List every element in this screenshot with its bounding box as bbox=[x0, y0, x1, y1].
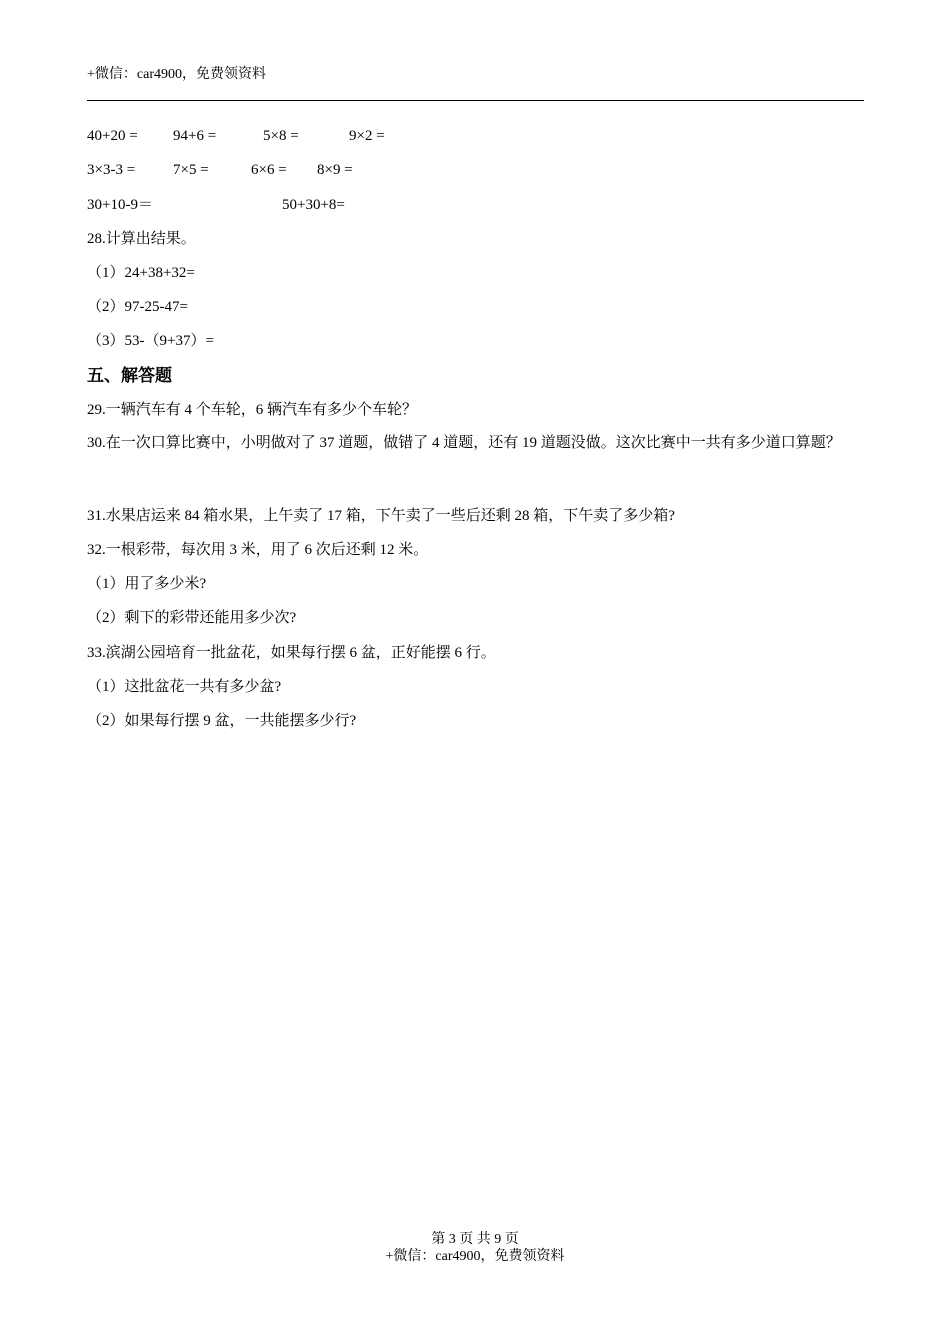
question-31: 31.水果店运来 84 箱水果，上午卖了 17 箱，下午卖了一些后还剩 28 箱，下午卖了多少箱? bbox=[87, 508, 675, 524]
header-watermark: +微信：car4900，免费领资料 bbox=[87, 67, 266, 82]
page-number: 第 3 页 共 9 页 bbox=[431, 1232, 519, 1247]
calc-item: 40+20 = bbox=[87, 128, 138, 144]
calc-item: 6×6 = bbox=[251, 162, 287, 178]
question-33-item-1: （1）这批盆花一共有多少盆? bbox=[87, 679, 282, 695]
calc-item: 9×2 = bbox=[349, 128, 385, 144]
section-title: 五、解答题 bbox=[87, 366, 172, 386]
calc-item: 5×8 = bbox=[263, 128, 299, 144]
question-32-item-2: （2）剩下的彩带还能用多少次? bbox=[87, 610, 297, 626]
question-32-item-1: （1）用了多少米? bbox=[87, 576, 207, 592]
header-divider bbox=[87, 100, 864, 101]
question-32-title: 32.一根彩带，每次用 3 米，用了 6 次后还剩 12 米。 bbox=[87, 542, 429, 558]
footer-watermark: +微信：car4900，免费领资料 bbox=[385, 1249, 565, 1264]
calc-item: 8×9 = bbox=[317, 162, 353, 178]
question-28-item-2: （2）97-25-47= bbox=[87, 299, 188, 315]
calc-item: 7×5 = bbox=[173, 162, 209, 178]
question-28-item-3: （3）53-（9+37）= bbox=[87, 333, 214, 349]
calc-item: 3×3-3 = bbox=[87, 162, 136, 178]
calc-item: 94+6 = bbox=[173, 128, 217, 144]
question-30: 30.在一次口算比赛中，小明做对了 37 道题，做错了 4 道题，还有 19 道题没做。这次比赛中一共有多少道口算题？ bbox=[87, 435, 841, 451]
calc-item: 30+10-9＝ bbox=[87, 197, 153, 213]
question-33-title: 33.滨湖公园培育一批盆花，如果每行摆 6 盆，正好能摆 6 行。 bbox=[87, 645, 496, 661]
question-28-item-1: （1）24+38+32= bbox=[87, 265, 195, 281]
question-28-title: 28.计算出结果。 bbox=[87, 231, 196, 247]
question-33-item-2: （2）如果每行摆 9 盆，一共能摆多少行? bbox=[87, 713, 357, 729]
calc-item: 50+30+8= bbox=[282, 197, 345, 213]
question-29: 29.一辆汽车有 4 个车轮，6 辆汽车有多少个车轮？ bbox=[87, 402, 418, 418]
